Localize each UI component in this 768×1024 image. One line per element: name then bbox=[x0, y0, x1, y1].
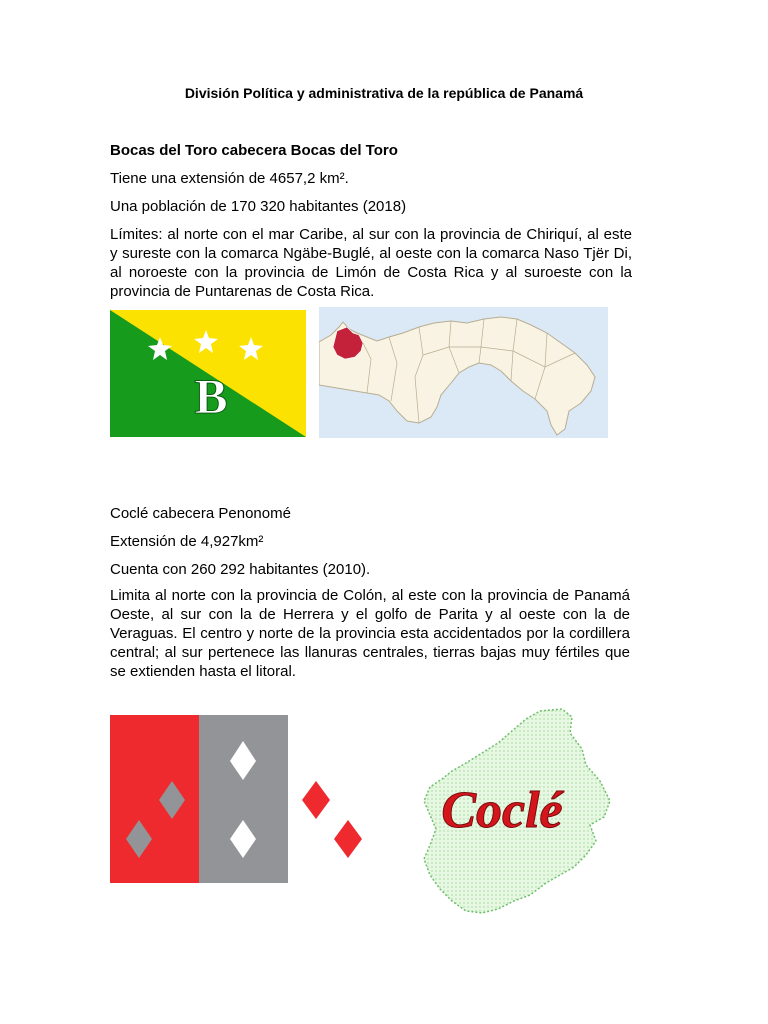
cocle-map bbox=[390, 705, 615, 920]
document-title: División Política y administrativa de la república de Panamá bbox=[184, 85, 584, 101]
cocle-limits: Limita al norte con la provincia de Colón, al este con la provincia de Panamá Oeste, al sur con la de Herrera y el golfo de Parita y al oeste con la de Veraguas. El centro y norte de la provincia esta accidentados por la cordillera central; al sur pertenece las llanuras centrales, tierras bajas muy fértiles que se extienden hasta el litoral. bbox=[110, 587, 630, 680]
cocle-population: Cuenta con 260 292 habitantes (2010). bbox=[110, 561, 371, 578]
cocle-map-label: Coclé bbox=[441, 782, 563, 839]
bocas-flag-letter: B bbox=[194, 368, 228, 424]
panama-map bbox=[319, 307, 608, 438]
bocas-population: Una población de 170 320 habitantes (2018) bbox=[110, 198, 407, 215]
bocas-extension: Tiene una extensión de 4657,2 km². bbox=[110, 170, 349, 187]
bocas-heading: Bocas del Toro cabecera Bocas del Toro bbox=[110, 142, 398, 159]
cocle-flag bbox=[110, 715, 362, 883]
bocas-limits: Límites: al norte con el mar Caribe, al sur con la provincia de Chiriquí, al este y sureste con la comarca Ngäbe-Buglé, al oeste con la comarca Naso Tjër Di, al noroeste con la provincia de Limón de Costa Rica y al suroeste con la provincia de Puntarenas de Costa Rica. bbox=[110, 226, 632, 300]
cocle-extension: Extensión de 4,927km² bbox=[110, 533, 264, 550]
cocle-heading: Coclé cabecera Penonomé bbox=[110, 505, 291, 522]
bocas-flag bbox=[110, 310, 306, 437]
